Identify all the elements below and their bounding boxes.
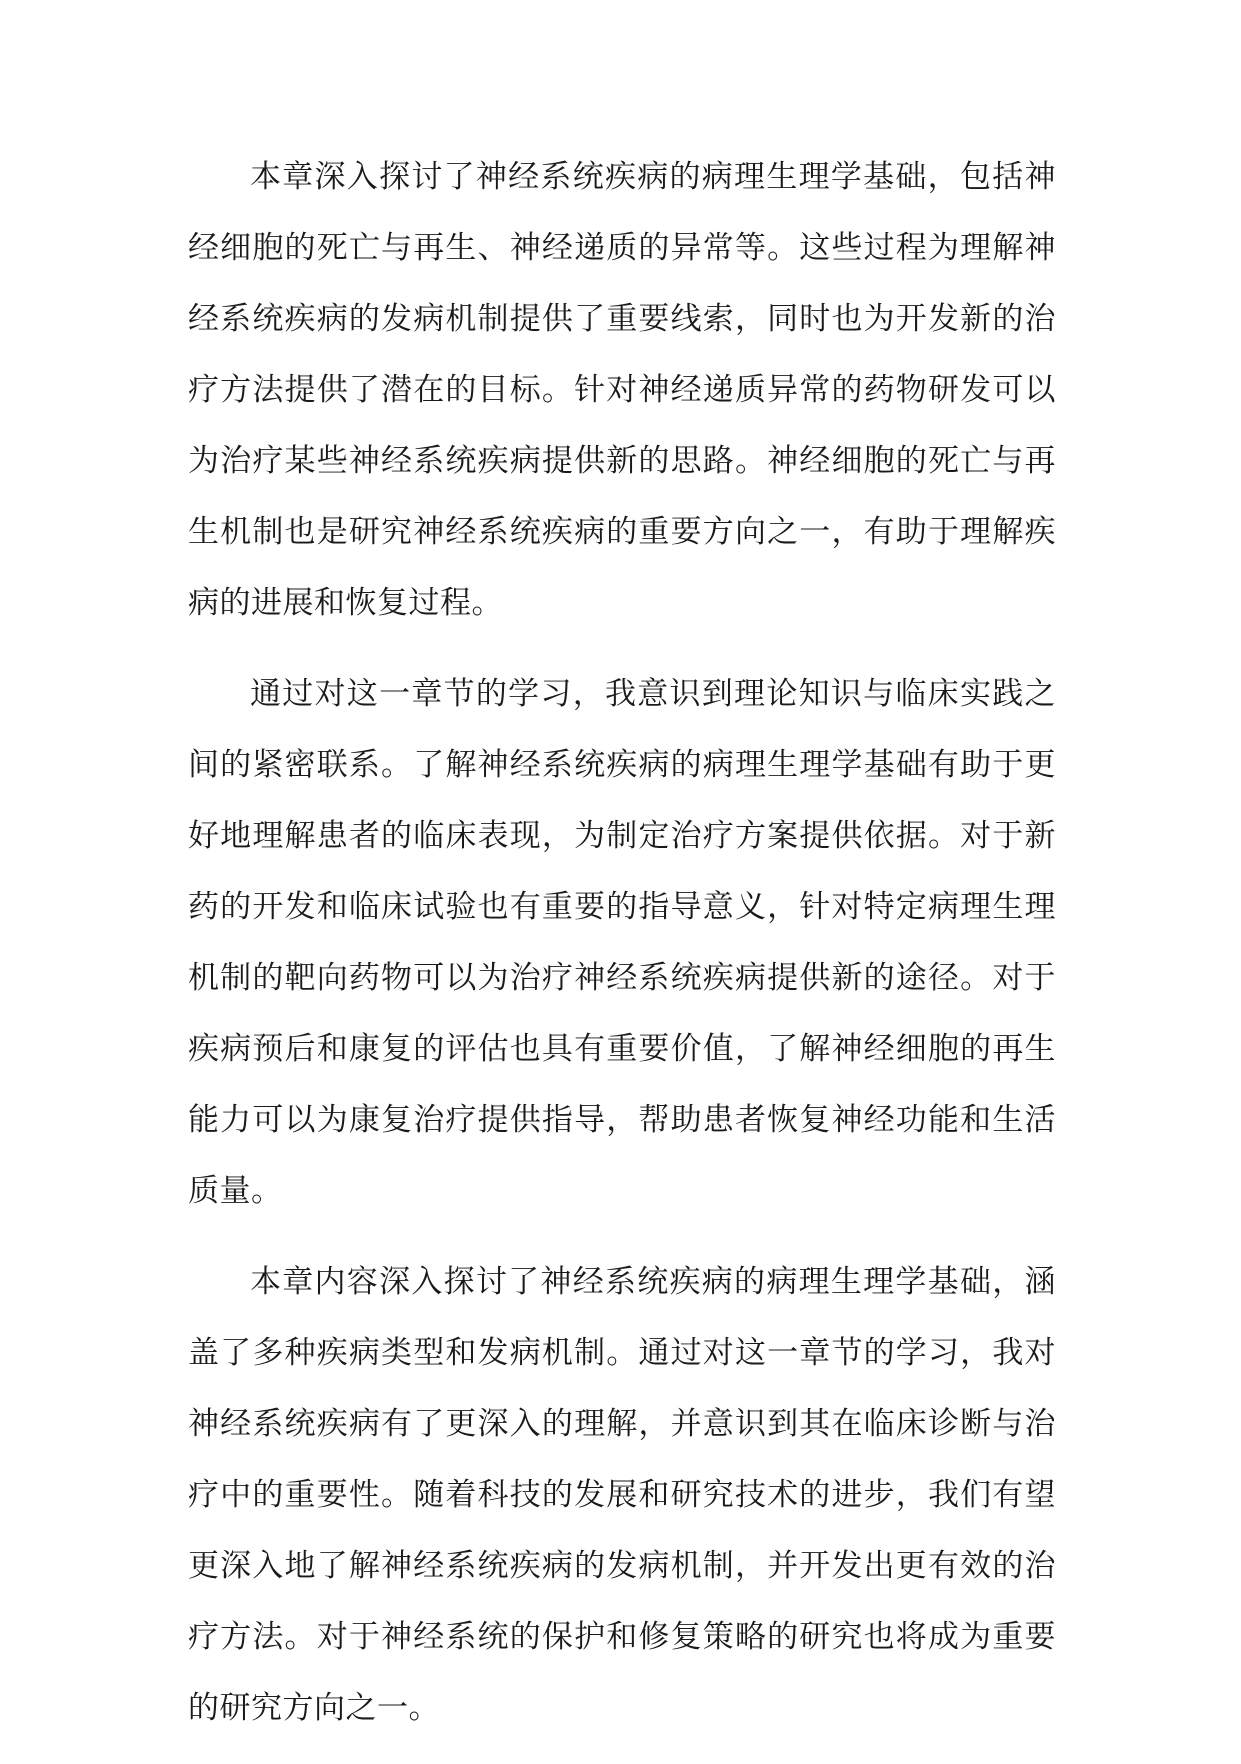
document-body xyxy=(188,142,1056,1764)
paragraph-1: 本章深入探讨了神经系统疾病的病理生理学基础，包括神经细胞的死亡与再生、神经递质的异常等。这些过程为理解神经系统疾病的发病机制提供了重要线索，同时也为开发新的治疗方法提供了潜在的目标。针对神经递质异常的药物研发可以为治疗某些神经系统疾病提供新的思路。神经细胞的死亡与再生机制也是研究神经系统疾病的重要方向之一，有助于理解疾病的进展和恢复过程。 xyxy=(188,159,1056,621)
paragraph-3: 本章内容深入探讨了神经系统疾病的病理生理学基础，涵盖了多种疾病类型和发病机制。通过对这一章节的学习，我对神经系统疾病有了更深入的理解，并意识到其在临床诊断与治疗中的重要性。随着科技的发展和研究技术的进步，我们有望更深入地了解神经系统疾病的发病机制，并开发出更有效的治疗方法。对于神经系统的保护和修复策略的研究也将成为重要的研究方向之一。 xyxy=(188,1264,1056,1726)
paragraph-2: 通过对这一章节的学习，我意识到理论知识与临床实践之间的紧密联系。了解神经系统疾病的病理生理学基础有助于更好地理解患者的临床表现，为制定治疗方案提供依据。对于新药的开发和临床试验也有重要的指导意义，针对特定病理生理机制的靶向药物可以为治疗神经系统疾病提供新的途径。对于疾病预后和康复的评估也具有重要价值，了解神经细胞的再生能力可以为康复治疗提供指导，帮助患者恢复神经功能和生活质量。 xyxy=(188,676,1056,1209)
